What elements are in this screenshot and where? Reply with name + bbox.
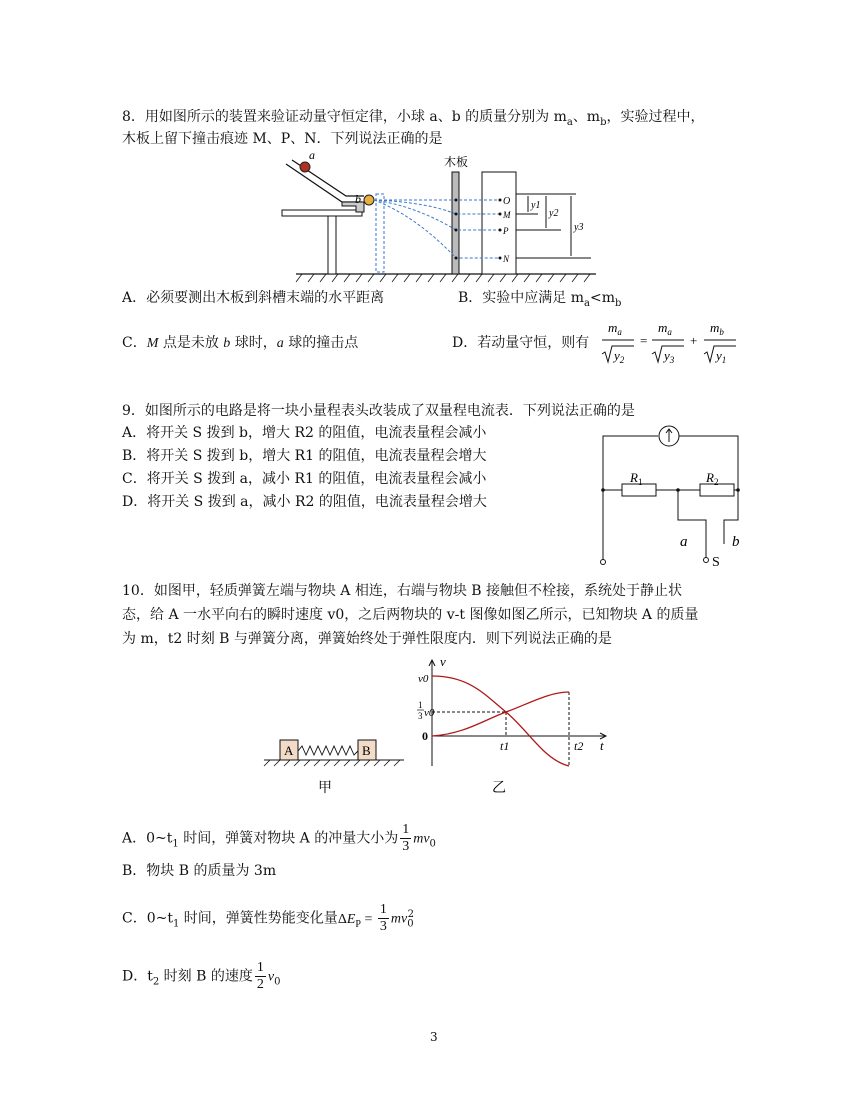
page-number: 3: [430, 1030, 438, 1044]
svg-text:ma: $m_a$: [608, 320, 622, 337]
q8-option-A: A．必须要测出木板到斜槽末端的水平距离: [122, 290, 385, 306]
q10-figure-jia: [262, 730, 412, 800]
R1-label: $R_1$: [630, 470, 643, 487]
q10-option-B: B．物块 B 的质量为 3m: [122, 863, 277, 879]
q10-vt-graph: [414, 654, 614, 798]
svg-text:mb: $m_b$: [710, 320, 724, 337]
svg-text:y1: $y_1$: [716, 348, 727, 365]
y3-label: y3: [574, 222, 584, 233]
q9-option-C: C．将开关 S 拨到 a，减小 R1 的阻值，电流表量程会减小: [122, 471, 487, 487]
switch-b-label: b: [732, 534, 740, 550]
q9-option-A: A．将开关 S 拨到 b，增大 R2 的阻值，电流表量程会减小: [122, 425, 487, 441]
q9-option-D: D．将开关 S 拨到 a，减小 R2 的阻值，电流表量程会增大: [122, 494, 487, 510]
ball-a-label: a: [309, 150, 315, 162]
svg-text:=: =: [640, 333, 648, 348]
board-label: 木板: [444, 155, 469, 169]
v-axis-label: v: [440, 654, 446, 669]
svg-text:y2: $y_2$: [614, 348, 625, 365]
q8-option-C: C．M 点是未放 b 球时，a 球的撞击点: [122, 335, 359, 351]
q10-option-D: D．$t_2$ 时刻 B 的速度 $\frac{1}{2}$ $v_0$: [122, 960, 281, 992]
q8-figure: [276, 150, 606, 284]
block-B-label: B: [362, 743, 371, 758]
caption-yi: 乙: [492, 781, 506, 796]
caption-jia: 甲: [318, 781, 332, 796]
q10-stem-line1: 10．如图甲，轻质弹簧左端与物块 A 相连，右端与物块 B 接触但不栓接，系统处于静止状: [122, 583, 683, 599]
svg-text:3: 3: [418, 711, 423, 721]
svg-text:v0: v0: [424, 707, 435, 719]
q8-option-B: B．实验中应满足 $m_a<m_b$: [458, 290, 622, 309]
y1-label: y1: [531, 200, 541, 211]
mark-P: P: [503, 226, 509, 236]
mark-O: O: [503, 196, 511, 207]
q9-circuit: [594, 424, 744, 570]
q8-option-D: D．若动量守恒，则有: [452, 335, 590, 351]
t-axis-label: t: [600, 738, 604, 753]
mark-M: M: [503, 210, 511, 220]
v0-tick-label: v0: [418, 673, 429, 685]
switch-a-label: a: [680, 534, 688, 550]
svg-text:1: 1: [418, 700, 423, 710]
q8-option-D-formula: [600, 318, 740, 370]
t1-label: t1: [500, 739, 510, 753]
q10-stem-line3: 为 m，t2 时刻 B 与弹簧分离，弹簧始终处于弹性限度内．则下列说法正确的是: [122, 631, 612, 647]
q10-option-A: A．$0\sim t_1$ 时间，弹簧对物块 A 的冲量大小为 $\frac{1}{3}$ $mv_0$: [122, 822, 436, 854]
q8-stem-line1: 8．用如图所示的装置来验证动量守恒定律，小球 a、b 的质量分别为 $m_a$、$m_b$，实验过程中，: [122, 109, 705, 128]
svg-text:ma: $m_a$: [658, 320, 672, 337]
q10-option-C: C．$0\sim t_1$ 时间，弹簧性势能变化量$\Delta E_P$ = $\frac{1}{3}$ $mv_0^2$: [122, 902, 414, 934]
y2-label: y2: [549, 208, 559, 219]
q10-stem-line2: 态，给 A 一水平向右的瞬时速度 v0，之后两物块的 v-t 图像如图乙所示，已知物块 A 的质量: [122, 607, 699, 623]
svg-text:+: +: [690, 333, 698, 348]
switch-S-label: S: [712, 555, 720, 570]
q9-option-B: B．将开关 S 拨到 b，增大 R1 的阻值，电流表量程会增大: [122, 448, 487, 464]
block-A-label: A: [284, 743, 294, 758]
q9-stem: 9．如图所示的电路是将一块小量程表头改装成了双量程电流表．下列说法正确的是: [122, 403, 635, 419]
origin-label: 0: [422, 729, 428, 743]
svg-text:y3: $y_3$: [664, 348, 675, 365]
ball-b-label: b: [355, 192, 361, 206]
t2-label: t2: [574, 739, 584, 753]
q8-stem-line2: 木板上留下撞击痕迹 M、P、N．下列说法正确的是: [122, 131, 443, 147]
R2-label: $R_2$: [706, 470, 719, 487]
mark-N: N: [503, 254, 510, 264]
